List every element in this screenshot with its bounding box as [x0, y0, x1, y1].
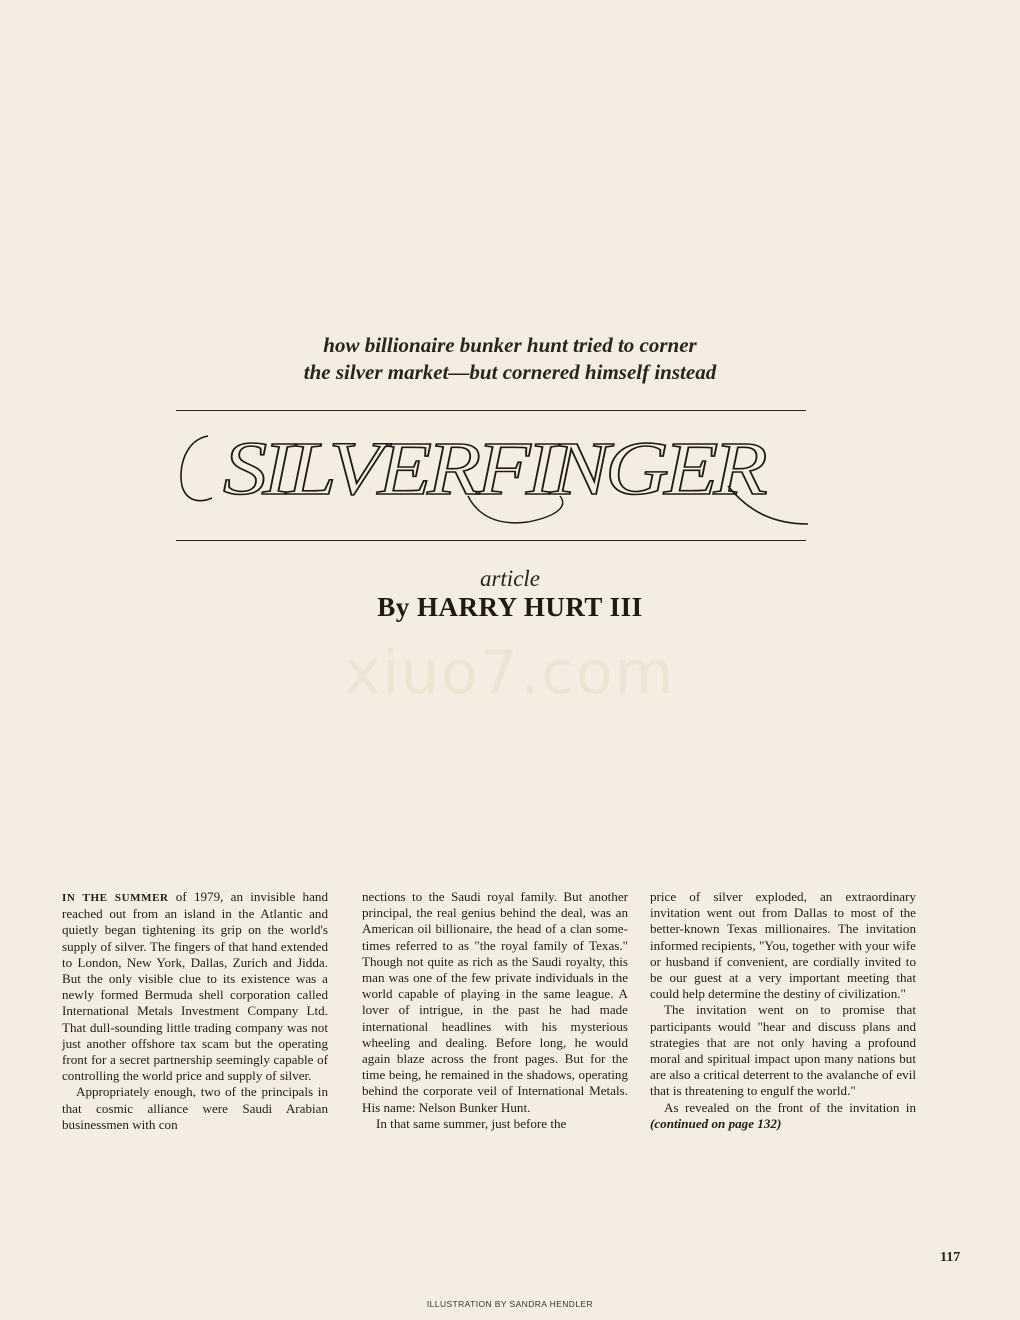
- title-logo-art: [168, 416, 818, 534]
- page-number: 117: [940, 1250, 961, 1265]
- paragraph: nections to the Saudi royal family. But another principal, the real genius behind the deal, was an American oil billionaire, the head of a clan sometimes referred to as "the royal family of Texas." Though not quite as rich as the Saudi royalty, this man was one of the few private individuals in the world capable of playing in the same league. A lover of intrigue, in the past he had made international headlines with his mysterious wheeling and dealing. Before long, he would again blaze across the front pages. But for the time being, he remained in the shadows, operating behind the corporate veil of International Metals. His name: Nelson Bunker Hunt.: [362, 889, 628, 1115]
- lead-in: IN THE SUMMER: [62, 892, 169, 904]
- paragraph: IN THE SUMMER of 1979, an invisible hand reached out from an island in the Atlantic and quietly began tightening its grip on the world's supply of silver. The fingers of that hand extended to London, New York, Dallas, Zurich and Jidda. But the only visible clue to its existence was a newly formed Bermuda shell corporation called International Metals Investment Company Ltd. That dull-sounding little trading company was not just another offshore tax scam but the operating front for a secret partnership seemingly capable of controlling the world price and supply of silver.: [62, 889, 328, 1084]
- title-text: SILVERFINGER: [223, 427, 768, 511]
- deck-line-1: how billionaire bunker hunt tried to corner: [323, 333, 697, 357]
- paragraph: Appropriately enough, two of the principals in that cosmic alliance were Saudi Arabian businessmen with con: [62, 1084, 328, 1132]
- watermark: xiuo7.com: [344, 638, 676, 708]
- deck-line-2: the silver market—but cornered himself instead: [303, 360, 717, 384]
- paragraph: price of silver exploded, an extraordinary invitation went out from Dallas to most of the better-known Texas millionaires. The invitation informed recipients, "You, together with your wife or husband if convenient, are cordially invited to be our guest at a very important meeting that could help determine the destiny of civilization.": [650, 889, 916, 1002]
- title-swash-left: [181, 436, 212, 501]
- continuation-note: (continued on page 132): [650, 1115, 782, 1131]
- body-column-1: [62, 889, 328, 1133]
- body-column-3: [650, 889, 916, 1132]
- title-logo: [168, 416, 818, 534]
- illustration-credit: ILLUSTRATION BY SANDRA HENDLER: [426, 1299, 594, 1309]
- paragraph: As revealed on the front of the invitation in (continued on page 132): [650, 1099, 916, 1131]
- article-deck: [0, 332, 1020, 386]
- title-rule-bottom: [176, 540, 806, 541]
- title-rule-top: [176, 410, 806, 411]
- paragraph: In that same summer, just before the: [376, 1115, 567, 1131]
- article-label: article: [479, 566, 541, 591]
- paragraph: The invitation went on to promise that participants would "hear and discuss plans and strategies that are not only having a profound moral and spiritual impact upon many nations but are also a critical deterrent to the avalanche of evil that is threatening to engulf the world.": [650, 1002, 916, 1099]
- body-column-2: [362, 889, 628, 1132]
- byline: By HARRY HURT III: [377, 592, 643, 622]
